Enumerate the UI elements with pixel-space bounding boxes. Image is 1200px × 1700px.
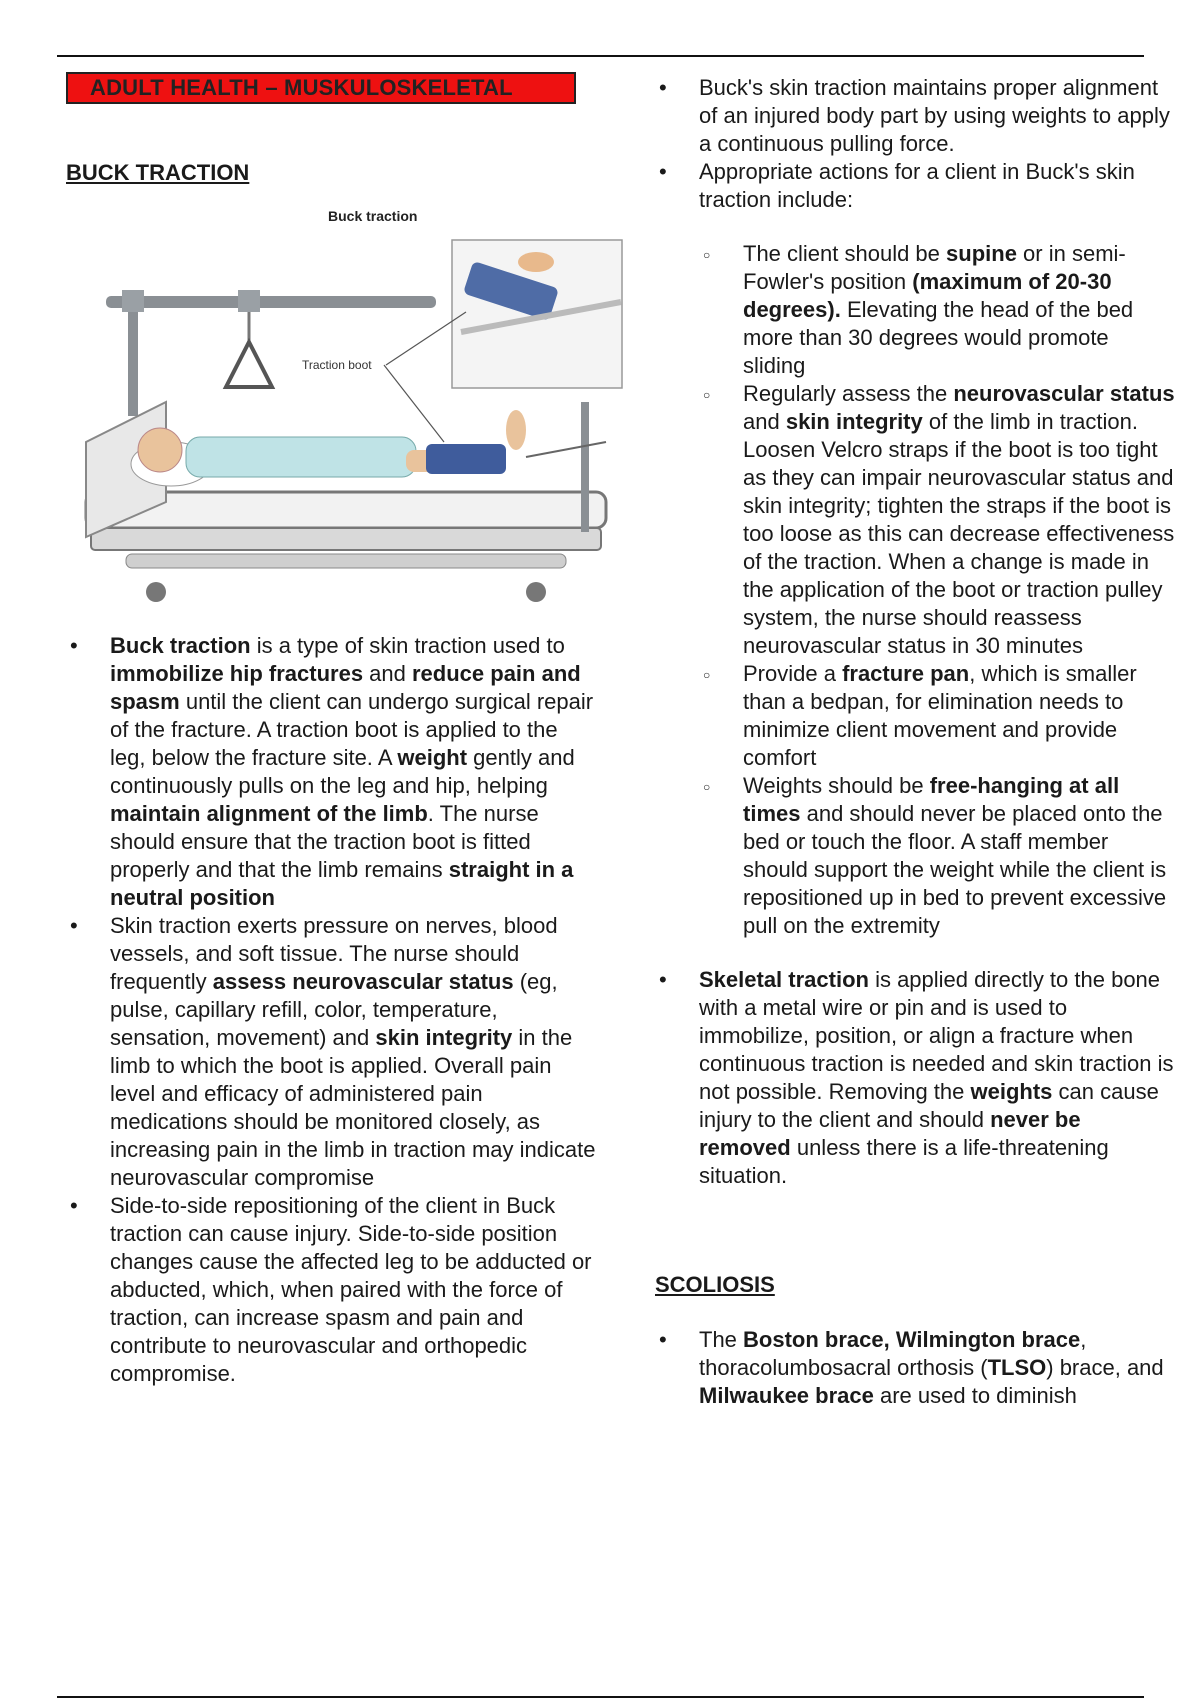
overhead-bar	[106, 296, 436, 308]
subitem-fracture-pan: ○ Provide a fracture pan, which is smaller than a bedpan, for elimination needs to minimize client movement and provide comfort	[699, 660, 1175, 772]
figure-title: Buck traction	[328, 208, 418, 224]
scoliosis-heading: SCOLIOSIS	[655, 1272, 775, 1297]
patient-head	[138, 428, 182, 472]
traction-boot-label: Traction boot	[302, 358, 372, 372]
scoliosis-bullets	[655, 1326, 1175, 1410]
subitem-weights: ○ Weights should be free-hanging at all times and should never be placed onto the bed or touch the floor. A staff member should support the weight while the client is repositioned up in bed to prevent excessive pull on the extremity	[699, 772, 1175, 940]
bullet-buck-traction: • Buck traction is a type of skin traction used to immobilize hip fractures and reduce pain and spasm until the client can undergo surgical repair of the fracture. A traction boot is applied to the leg, below the fracture site. A weight gently and continuously pulls on the leg and hip, helping maintain alignment of the limb. The nurse should ensure that the traction boot is fitted properly and that the limb remains straight in a neutral position	[66, 632, 596, 912]
actions-sublist	[699, 240, 1175, 940]
subitem-supine: ○ The client should be supine or in semi-Fowler's position (maximum of 20-30 degrees). Elevating the head of the bed more than 30 degrees would promote sliding	[699, 240, 1175, 380]
traction-boot	[426, 444, 506, 474]
buck-traction-drawing	[66, 202, 624, 634]
bullet-skeletal-traction: • Skeletal traction is applied directly to the bone with a metal wire or pin and is used to immobilize, position, or align a fracture when continuous traction is needed and skin traction is not possible. Removing the weights can cause injury to the client and should never be removed unless there is a life-threatening situation.	[655, 966, 1175, 1190]
bullet-skin-traction-pressure: • Skin traction exerts pressure on nerves, blood vessels, and soft tissue. The nurse should frequently assess neurovascular status (eg, pulse, capillary refill, color, temperature, sensation, movement) and skin integrity in the limb to which the boot is applied. Overall pain level and efficacy of administered pain medications should be monitored closely, as increasing pain in the limb in traction may indicate neurovascular compromise	[66, 912, 596, 1192]
top-rule	[57, 55, 1144, 57]
right-column	[655, 74, 1175, 1410]
frame-post	[128, 296, 138, 416]
buck-traction-illustration	[66, 202, 624, 634]
subitem-neurovascular: ○ Regularly assess the neurovascular status and skin integrity of the limb in traction. Loosen Velcro straps if the boot is too tight as they can impair neurovascular status and skin integrity; tighten the straps if the boot is too loose as this can decrease effectiveness of the traction. When a change is made in the application of the boot or traction pulley system, the nurse should reassess neurovascular status in 30 minutes	[699, 380, 1175, 660]
bed-wheel	[526, 582, 546, 602]
left-column	[66, 72, 596, 1388]
section-banner: ADULT HEALTH – MUSKULOSKELETAL	[66, 72, 576, 104]
right-bullets	[655, 74, 1175, 1190]
bullet-bucks-skin-traction: • Buck's skin traction maintains proper alignment of an injured body part by using weights to apply a continuous pulling force.	[655, 74, 1175, 158]
trapeze-handle	[226, 342, 272, 387]
buck-traction-heading: BUCK TRACTION	[66, 160, 250, 185]
bullet-appropriate-actions: • Appropriate actions for a client in Buck's skin traction include: ○ The client should be supine or in semi-Fowler's position (maximum of 20-30 degrees). Elevating the head of the bed more than 30 degrees would promote sliding ○ Regularly assess the neurovascular status and skin integrity of the limb in traction. Loosen Velcro straps if the boot is too tight as they can impair neurovascular status and skin integrity; tighten the straps if the boot is too loose as this can decrease effectiveness of the traction. When a change is made in the application of the boot or traction pulley system, the nurse should reassess neurovascular status in 30 minutes ○ Provide a fracture pan, which is smaller than a bedpan, for elimination needs to minimize client movement and provide comfort ○ Weights should be free-hanging at all times and should never be placed onto the bed or touch the floor. A staff member should support the weight while the client is repositioned up in bed to prevent excessive pull on the extremity	[655, 158, 1175, 940]
traction-rope	[526, 442, 606, 457]
buck-traction-bullets	[66, 632, 596, 1388]
bottom-rule	[57, 1696, 1144, 1698]
patient-gown	[186, 437, 416, 477]
bullet-side-to-side: • Side-to-side repositioning of the client in Buck traction can cause injury. Side-to-side position changes cause the affected leg to be adducted or abducted, which, when paired with the force of traction, can increase spasm and pain and contribute to neurovascular and orthopedic compromise.	[66, 1192, 596, 1388]
bullet-braces: • The Boston brace, Wilmington brace, thoracolumbosacral orthosis (TLSO) brace, and Milwaukee brace are used to diminish	[655, 1326, 1175, 1410]
bed-frame	[91, 528, 601, 550]
bed-wheel	[146, 582, 166, 602]
